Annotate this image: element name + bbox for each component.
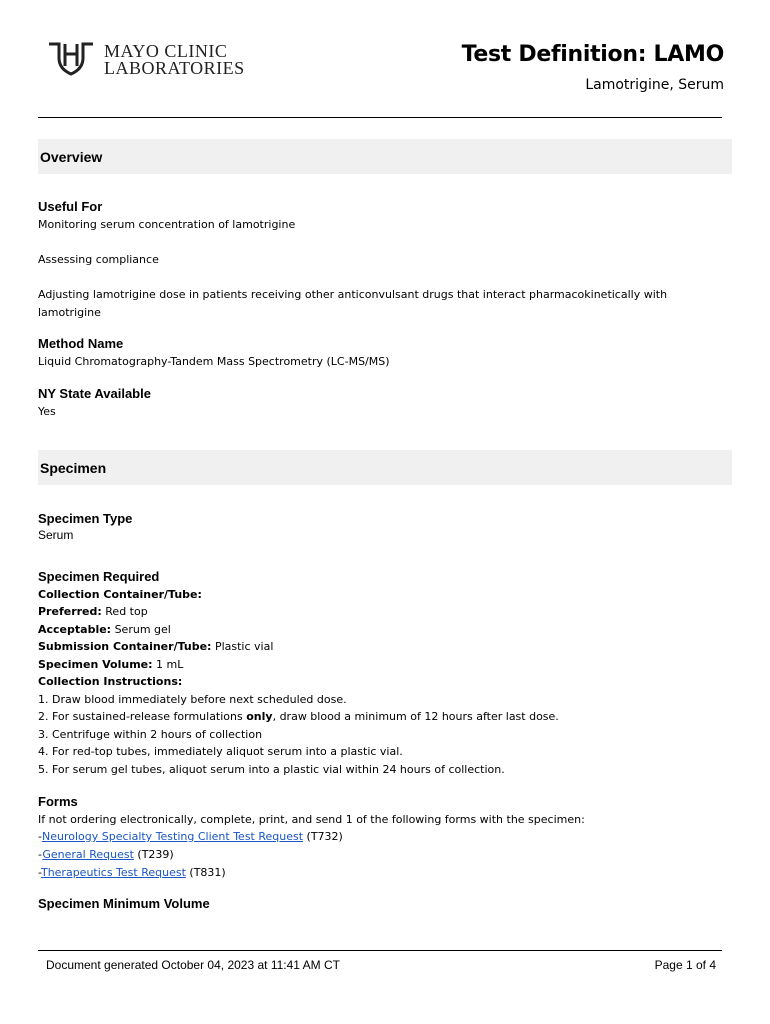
ny-state-value: Yes	[38, 405, 56, 418]
specimen-volume-line: Specimen Volume: 1 mL	[38, 658, 184, 671]
instruction-item: 3. Centrifuge within 2 hours of collection	[38, 728, 263, 741]
specimen-section-header	[38, 450, 732, 485]
specimen-minimum-volume-heading: Specimen Minimum Volume	[38, 896, 210, 911]
specimen-type-value: Serum	[38, 528, 74, 542]
footer-divider	[38, 950, 722, 951]
header-divider	[38, 117, 722, 118]
method-name-heading: Method Name	[38, 336, 124, 351]
ny-state-heading: NY State Available	[38, 386, 151, 401]
method-name-value: Liquid Chromatography-Tandem Mass Spectrometry (LC-MS/MS)	[38, 355, 390, 368]
page-number: Page 1 of 4	[654, 958, 716, 972]
form-item: -General Request (T239)	[38, 848, 174, 861]
forms-intro: If not ordering electronically, complete, print, and send 1 of the following forms with the specimen:	[38, 813, 585, 826]
specimen-required-heading: Specimen Required	[38, 569, 160, 584]
form-item: -Therapeutics Test Request (T831)	[38, 866, 226, 879]
generated-timestamp: Document generated October 04, 2023 at 11:41 AM CT	[46, 958, 340, 972]
general-request-link[interactable]: General Request	[42, 848, 134, 861]
instruction-item: 2. For sustained-release formulations only, draw blood a minimum of 12 hours after last dose.	[38, 710, 559, 723]
overview-section-header	[38, 139, 732, 174]
neurology-form-link[interactable]: Neurology Specialty Testing Client Test Request	[41, 830, 304, 843]
useful-for-item: Monitoring serum concentration of lamotrigine	[38, 218, 296, 231]
useful-for-heading: Useful For	[38, 199, 103, 214]
useful-for-item: Assessing compliance	[38, 253, 159, 266]
specimen-heading: Specimen	[40, 460, 107, 476]
mayo-shield-icon	[46, 40, 96, 80]
specimen-type-heading: Specimen Type	[38, 511, 133, 526]
instruction-item: 1. Draw blood immediately before next scheduled dose.	[38, 693, 347, 706]
preferred-line: Preferred: Red top	[38, 605, 148, 618]
therapeutics-form-link[interactable]: Therapeutics Test Request	[40, 866, 186, 879]
submission-container-line: Submission Container/Tube: Plastic vial	[38, 640, 274, 653]
form-item: -Neurology Specialty Testing Client Test Request (T732)	[38, 830, 343, 843]
overview-heading: Overview	[40, 149, 103, 165]
mayo-clinic-logo	[46, 40, 245, 80]
instruction-item: 5. For serum gel tubes, aliquot serum into a plastic vial within 24 hours of collection.	[38, 763, 505, 776]
collection-instructions-label: Collection Instructions:	[38, 675, 183, 688]
collection-container-label: Collection Container/Tube:	[38, 588, 202, 601]
page-title: Test Definition: LAMO	[461, 42, 724, 67]
logo-line-1: MAYO CLINIC	[104, 41, 228, 61]
forms-heading: Forms	[38, 794, 78, 809]
useful-for-item-continued: lamotrigine	[38, 306, 101, 319]
acceptable-line: Acceptable: Serum gel	[38, 623, 171, 636]
instruction-item: 4. For red-top tubes, immediately aliquot serum into a plastic vial.	[38, 745, 403, 758]
page-subtitle: Lamotrigine, Serum	[585, 77, 724, 93]
logo-line-2: LABORATORIES	[104, 58, 245, 78]
useful-for-item: Adjusting lamotrigine dose in patients receiving other anticonvulsant drugs that interact pharmacokinetically with	[38, 288, 668, 301]
